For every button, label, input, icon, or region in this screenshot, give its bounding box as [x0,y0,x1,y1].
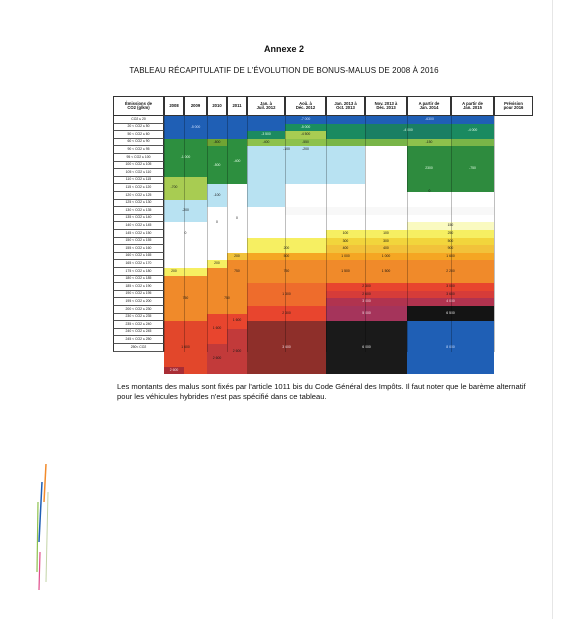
row-label: 250< CO2 [113,344,164,352]
value-block [326,283,407,291]
value-block [326,253,365,261]
value-text: 0 [428,189,431,194]
table-header-cell: 2009 [184,96,207,116]
table-header-cell: Jan. 2013 à Oct. 2013 [326,96,365,116]
row-label: 95 < CO2 ≤ 100 [113,154,164,162]
value-text: 400 [383,246,389,251]
value-block [451,139,494,147]
table-header-cell: Nov. 2013 à Déc. 2013 [365,96,407,116]
value-text: 100 [383,231,389,236]
value-text: 6 500 [446,310,455,315]
row-label: 60 < CO2 ≤ 90 [113,139,164,147]
value-text: 1 600 [181,345,190,350]
value-text: 1 600 [212,326,222,331]
row-label: 160 < CO2 ≤ 165 [113,253,164,261]
value-text: -5 000 [300,124,311,129]
value-text: -750 [469,166,476,171]
value-text: -4 000 [403,128,413,133]
value-text: 8 000 [446,345,455,350]
value-block [164,177,184,200]
table-header-cell: Jan. à Juil. 2012 [247,96,285,116]
value-block [164,276,207,322]
value-block [207,268,227,283]
value-block [227,116,247,139]
table-header-cell: Prévision pour 2016 [494,96,533,116]
value-block [164,200,207,223]
value-block [326,139,365,147]
row-label: 140 < CO2 ≤ 145 [113,222,164,230]
value-block [207,139,227,147]
row-label: 110 < CO2 ≤ 115 [113,177,164,185]
row-label: CO2 ≤ 20 [113,116,164,124]
value-text: 2 300 [362,284,371,289]
value-text: 300 [342,238,349,243]
value-block [207,146,227,184]
value-text: 4 000 [446,299,455,304]
value-text: -700 [170,185,178,190]
value-block [247,321,326,374]
table-header-cell: Émissions de CO2 (g/km) [113,96,164,116]
row-label: 245 < CO2 ≤ 250 [113,336,164,344]
value-text: 500 [447,238,454,243]
row-label: 230 < CO2 ≤ 235 [113,314,164,322]
value-block [451,124,494,139]
value-text: 900 [447,246,454,251]
value-text: 6 000 [362,345,371,350]
row-label: 155 < CO2 ≤ 160 [113,245,164,253]
value-text: 1 500 [341,269,350,274]
value-text: -5 000 [190,124,201,129]
value-text: 1 000 [341,253,350,258]
value-text: -550 [302,139,309,144]
value-block [207,344,227,374]
value-text: 750 [224,295,230,300]
row-label: 100 < CO2 ≤ 105 [113,162,164,170]
value-text: 3 600 [282,345,291,350]
value-text: -4 500 [300,132,311,137]
value-text: -100 [283,147,290,152]
value-text: 1 600 [446,253,455,258]
row-label: 240 < CO2 ≤ 245 [113,329,164,337]
annexe-label: Annexe 2 [263,44,305,54]
value-text: 250 [447,231,454,236]
footnote-paragraph: Les montants des malus sont fixés par l'article 1011 bis du Code Général des Impôts. Il faut noter que le barème alternatif pour les véhicules hybrides n'est pas spécifié dans ce tableau. [117,382,526,401]
value-block [285,116,326,124]
row-label: 20 < CO2 ≤ 50 [113,124,164,132]
value-text: -100 [213,193,221,198]
table-header-cell: Aoû. à Déc. 2012 [285,96,326,116]
row-label: 185 < CO2 ≤ 190 [113,283,164,291]
value-block [207,184,227,207]
row-label: 135 < CO2 ≤ 140 [113,215,164,223]
value-text: 1 500 [381,269,391,274]
value-text: -500 [213,162,221,167]
value-text: 0 [216,219,218,224]
value-text: 150 [447,223,454,228]
decorative-stripes-logo [30,462,60,592]
value-block [326,116,365,124]
value-text: 1 300 [282,291,291,296]
value-block [326,124,365,139]
value-block [247,116,285,131]
value-text: 200 [234,253,240,258]
row-label: 120 < CO2 ≤ 125 [113,192,164,200]
table-header-cell: 2010 [207,96,227,116]
value-text: -200 [302,147,309,152]
value-text: -1 000 [180,155,191,160]
row-label: 130 < CO2 ≤ 135 [113,207,164,215]
row-label: 190 < CO2 ≤ 195 [113,291,164,299]
row-label: 125 < CO2 ≤ 130 [113,200,164,208]
value-text: 200 [283,246,290,251]
value-text: -7 000 [300,117,311,122]
value-text: 0 [184,231,187,236]
value-text: -400 [233,158,241,163]
value-text: 500 [283,253,290,258]
value-text: 100 [342,231,349,236]
value-text: 400 [342,246,349,251]
value-block [164,116,227,139]
value-text: 2 200 [446,269,455,274]
table-header-cell: 2008 [164,96,184,116]
value-block [285,139,326,147]
row-label: 105 < CO2 ≤ 110 [113,169,164,177]
row-label: 195 < CO2 ≤ 200 [113,298,164,306]
page-edge-line [552,0,553,619]
row-label: 150 < CO2 ≤ 155 [113,238,164,246]
value-text: 3 600 [446,291,455,296]
value-text: 300 [383,238,389,243]
value-block [365,146,407,184]
value-block [227,314,247,329]
row-label: 90 < CO2 ≤ 95 [113,146,164,154]
table-header-cell: 2011 [227,96,247,116]
row-label: 50 < CO2 ≤ 60 [113,131,164,139]
row-label: 115 < CO2 ≤ 120 [113,184,164,192]
value-block [227,329,247,375]
table-header-cell: A partir de Jan. 2015 [451,96,494,116]
value-block [247,283,326,306]
value-block [184,177,207,200]
value-text: -4 000 [467,128,478,133]
row-label: 180 < CO2 ≤ 185 [113,276,164,284]
value-text: 200 [171,269,177,274]
table-header-cell: A partir de Jan. 2014 [407,96,451,116]
value-block [326,298,407,306]
value-text: 750 [234,269,240,274]
bonus-malus-table [113,96,533,372]
value-text: 1 000 [381,253,391,258]
value-block [365,139,407,147]
value-block [365,253,407,261]
value-block [227,260,247,283]
value-block [164,367,184,375]
value-block [207,314,227,344]
value-text: -3 500 [261,132,271,137]
value-text: 2 300 [282,310,291,315]
value-text: 2300 [425,166,433,171]
row-label: 235 < CO2 ≤ 240 [113,321,164,329]
row-label: 175 < CO2 ≤ 180 [113,268,164,276]
value-block [365,124,451,139]
value-text: 2 600 [212,356,222,361]
row-label: 200 < CO2 ≤ 230 [113,306,164,314]
value-block [285,207,494,215]
value-block [247,184,285,207]
value-block [285,124,326,132]
value-text: 3 000 [446,284,455,289]
value-block [247,306,326,321]
value-text: -150 [425,139,433,144]
value-block [247,139,285,147]
value-block [407,139,451,147]
value-block [285,131,326,139]
value-block [247,253,326,261]
value-block [365,116,494,124]
value-text: 750 [283,269,290,274]
value-text: 5 000 [362,310,371,315]
value-text: -200 [182,208,189,213]
value-block [227,139,247,185]
value-text: 2 600 [362,291,371,296]
row-label: 165 < CO2 ≤ 170 [113,260,164,268]
value-text: -800 [213,139,221,144]
value-text: 750 [182,295,189,300]
value-text: 3 000 [362,299,371,304]
value-block [164,139,207,177]
value-text: 0 [236,215,238,220]
value-block [164,268,184,276]
value-block [207,260,227,268]
value-block [326,321,407,374]
value-block [247,260,326,283]
value-text: 1 600 [232,318,242,323]
value-block [184,268,207,276]
value-block [247,131,285,139]
value-text: -400 [262,139,270,144]
row-label: 145 < CO2 ≤ 150 [113,230,164,238]
value-text: 2 600 [232,348,242,353]
value-text: 2 600 [169,367,179,372]
value-block [326,291,407,299]
document-title: TABLEAU RÉCAPITULATIF DE L'ÉVOLUTION DE BONUS-MALUS DE 2008 À 2016 [129,66,439,75]
value-block [326,306,407,321]
value-text: -6300 [425,117,434,122]
value-text: 200 [214,261,220,266]
value-block [227,253,247,261]
